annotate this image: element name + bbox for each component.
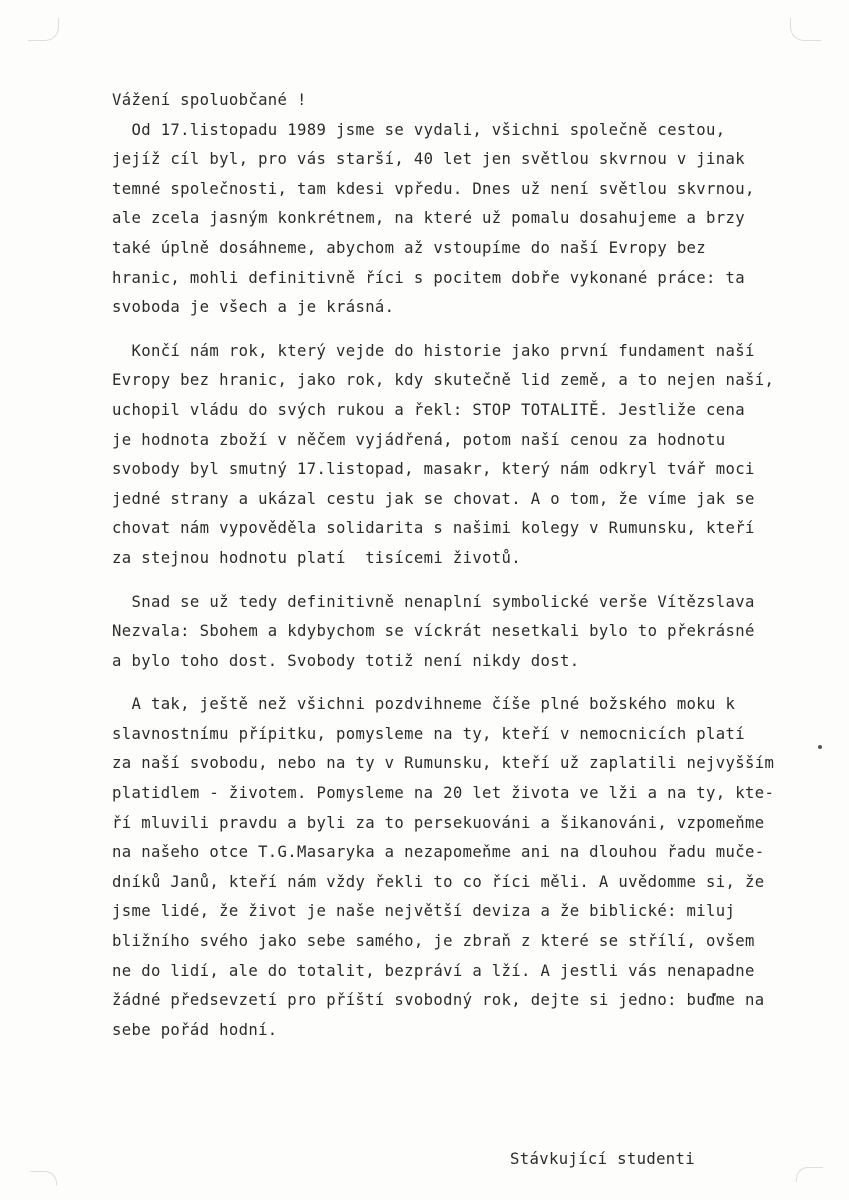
text-line: ří mluvili pravdu a byli za to persekuováni a šikanováni, vzpomeňme (112, 813, 765, 832)
text-line: ale zcela jasným konkrétnem, na které už pomalu dosahujeme a brzy (112, 209, 745, 228)
text-line: Nezvala: Sbohem a kdybychom se víckrát nesetkali bylo to překrásné (112, 622, 755, 641)
text-line: za stejnou hodnotu platí tisícemi životů. (112, 548, 522, 567)
text-line: sebe pořád hodní. (112, 1020, 278, 1039)
text-line: svoboda je všech a je krásná. (112, 298, 395, 317)
text-line: za naší svobodu, nebo na ty v Rumunsku, kteří už zaplatili nejvyšším (112, 754, 775, 773)
paragraph-3 (112, 588, 812, 677)
text-line: hranic, mohli definitivně říci s pocitem dobře vykonané práce: ta (112, 268, 745, 287)
ink-speck (818, 745, 822, 749)
text-line: a bylo toho dost. Svobody totiž není nikdy dost. (112, 651, 580, 670)
text-line: Končí nám rok, který vejde do historie jako první fundament naší (112, 341, 755, 360)
letter-body (112, 86, 812, 1045)
paragraph-2 (112, 337, 812, 574)
paragraph-1 (112, 116, 812, 323)
paragraph-4 (112, 690, 812, 1045)
text-line: Snad se už tedy definitivně nenaplní symbolické verše Vítězslava (112, 592, 755, 611)
text-line: temné společnosti, tam kdesi vpředu. Dnes už není světlou skvrnou, (112, 179, 755, 198)
text-line: uchopil vládu do svých rukou a řekl: STOP TOTALITĚ. Jestliže cena (112, 400, 745, 419)
signature: Stávkující studenti (510, 1150, 696, 1168)
scan-corner-mark (28, 18, 59, 41)
text-line: dníků Janů, kteří nám vždy řekli to co říci měli. A uvědomme si, že (112, 872, 765, 891)
greeting: Vážení spoluobčané ! (112, 91, 307, 109)
text-line: žádné předsevzetí pro příští svobodný rok, dejte si jedno: buďme na (112, 991, 765, 1010)
text-line: platidlem - životem. Pomysleme na 20 let života ve lži a na ty, kte- (112, 784, 775, 803)
text-line: chovat nám vypověděla solidarita s našimi kolegy v Rumunsku, kteří (112, 519, 755, 538)
text-line: bližního svého jako sebe samého, je zbraň z které se střílí, ovšem (112, 932, 755, 951)
text-line: Evropy bez hranic, jako rok, kdy skutečně lid země, a to nejen naší, (112, 371, 775, 390)
text-line: ne do lidí, ale do totalit, bezpráví a lží. A jestli vás nenapadne (112, 961, 755, 980)
text-line: A tak, ještě než všichni pozdvihneme číše plné božského moku k (112, 695, 736, 714)
scan-corner-mark (796, 1167, 823, 1182)
scan-corner-mark (790, 18, 821, 41)
text-line: svobody byl smutný 17.listopad, masakr, který nám odkryl tvář moci (112, 460, 755, 479)
text-line: slavnostnímu přípitku, pomysleme na ty, kteří v nemocnicích platí (112, 724, 745, 743)
text-line: jsme lidé, že život je naše největší deviza a že biblické: miluj (112, 902, 736, 921)
text-line: Od 17.listopadu 1989 jsme se vydali, všichni společně cestou, (112, 120, 726, 139)
text-line: také úplně dosáhneme, abychom až vstoupíme do naší Evropy bez (112, 238, 707, 257)
text-line: je hodnota zboží v něčem vyjádřená, potom naší cenou za hodnotu (112, 430, 726, 449)
text-line: jejíž cíl byl, pro vás starší, 40 let jen světlou skvrnou v jinak (112, 150, 745, 169)
text-line: jedné strany a ukázal cestu jak se chovat. A o tom, že víme jak se (112, 489, 755, 508)
text-line: na našeho otce T.G.Masaryka a nezapomeňme ani na dlouhou řadu muče- (112, 843, 765, 862)
scan-corner-mark (30, 1171, 57, 1186)
